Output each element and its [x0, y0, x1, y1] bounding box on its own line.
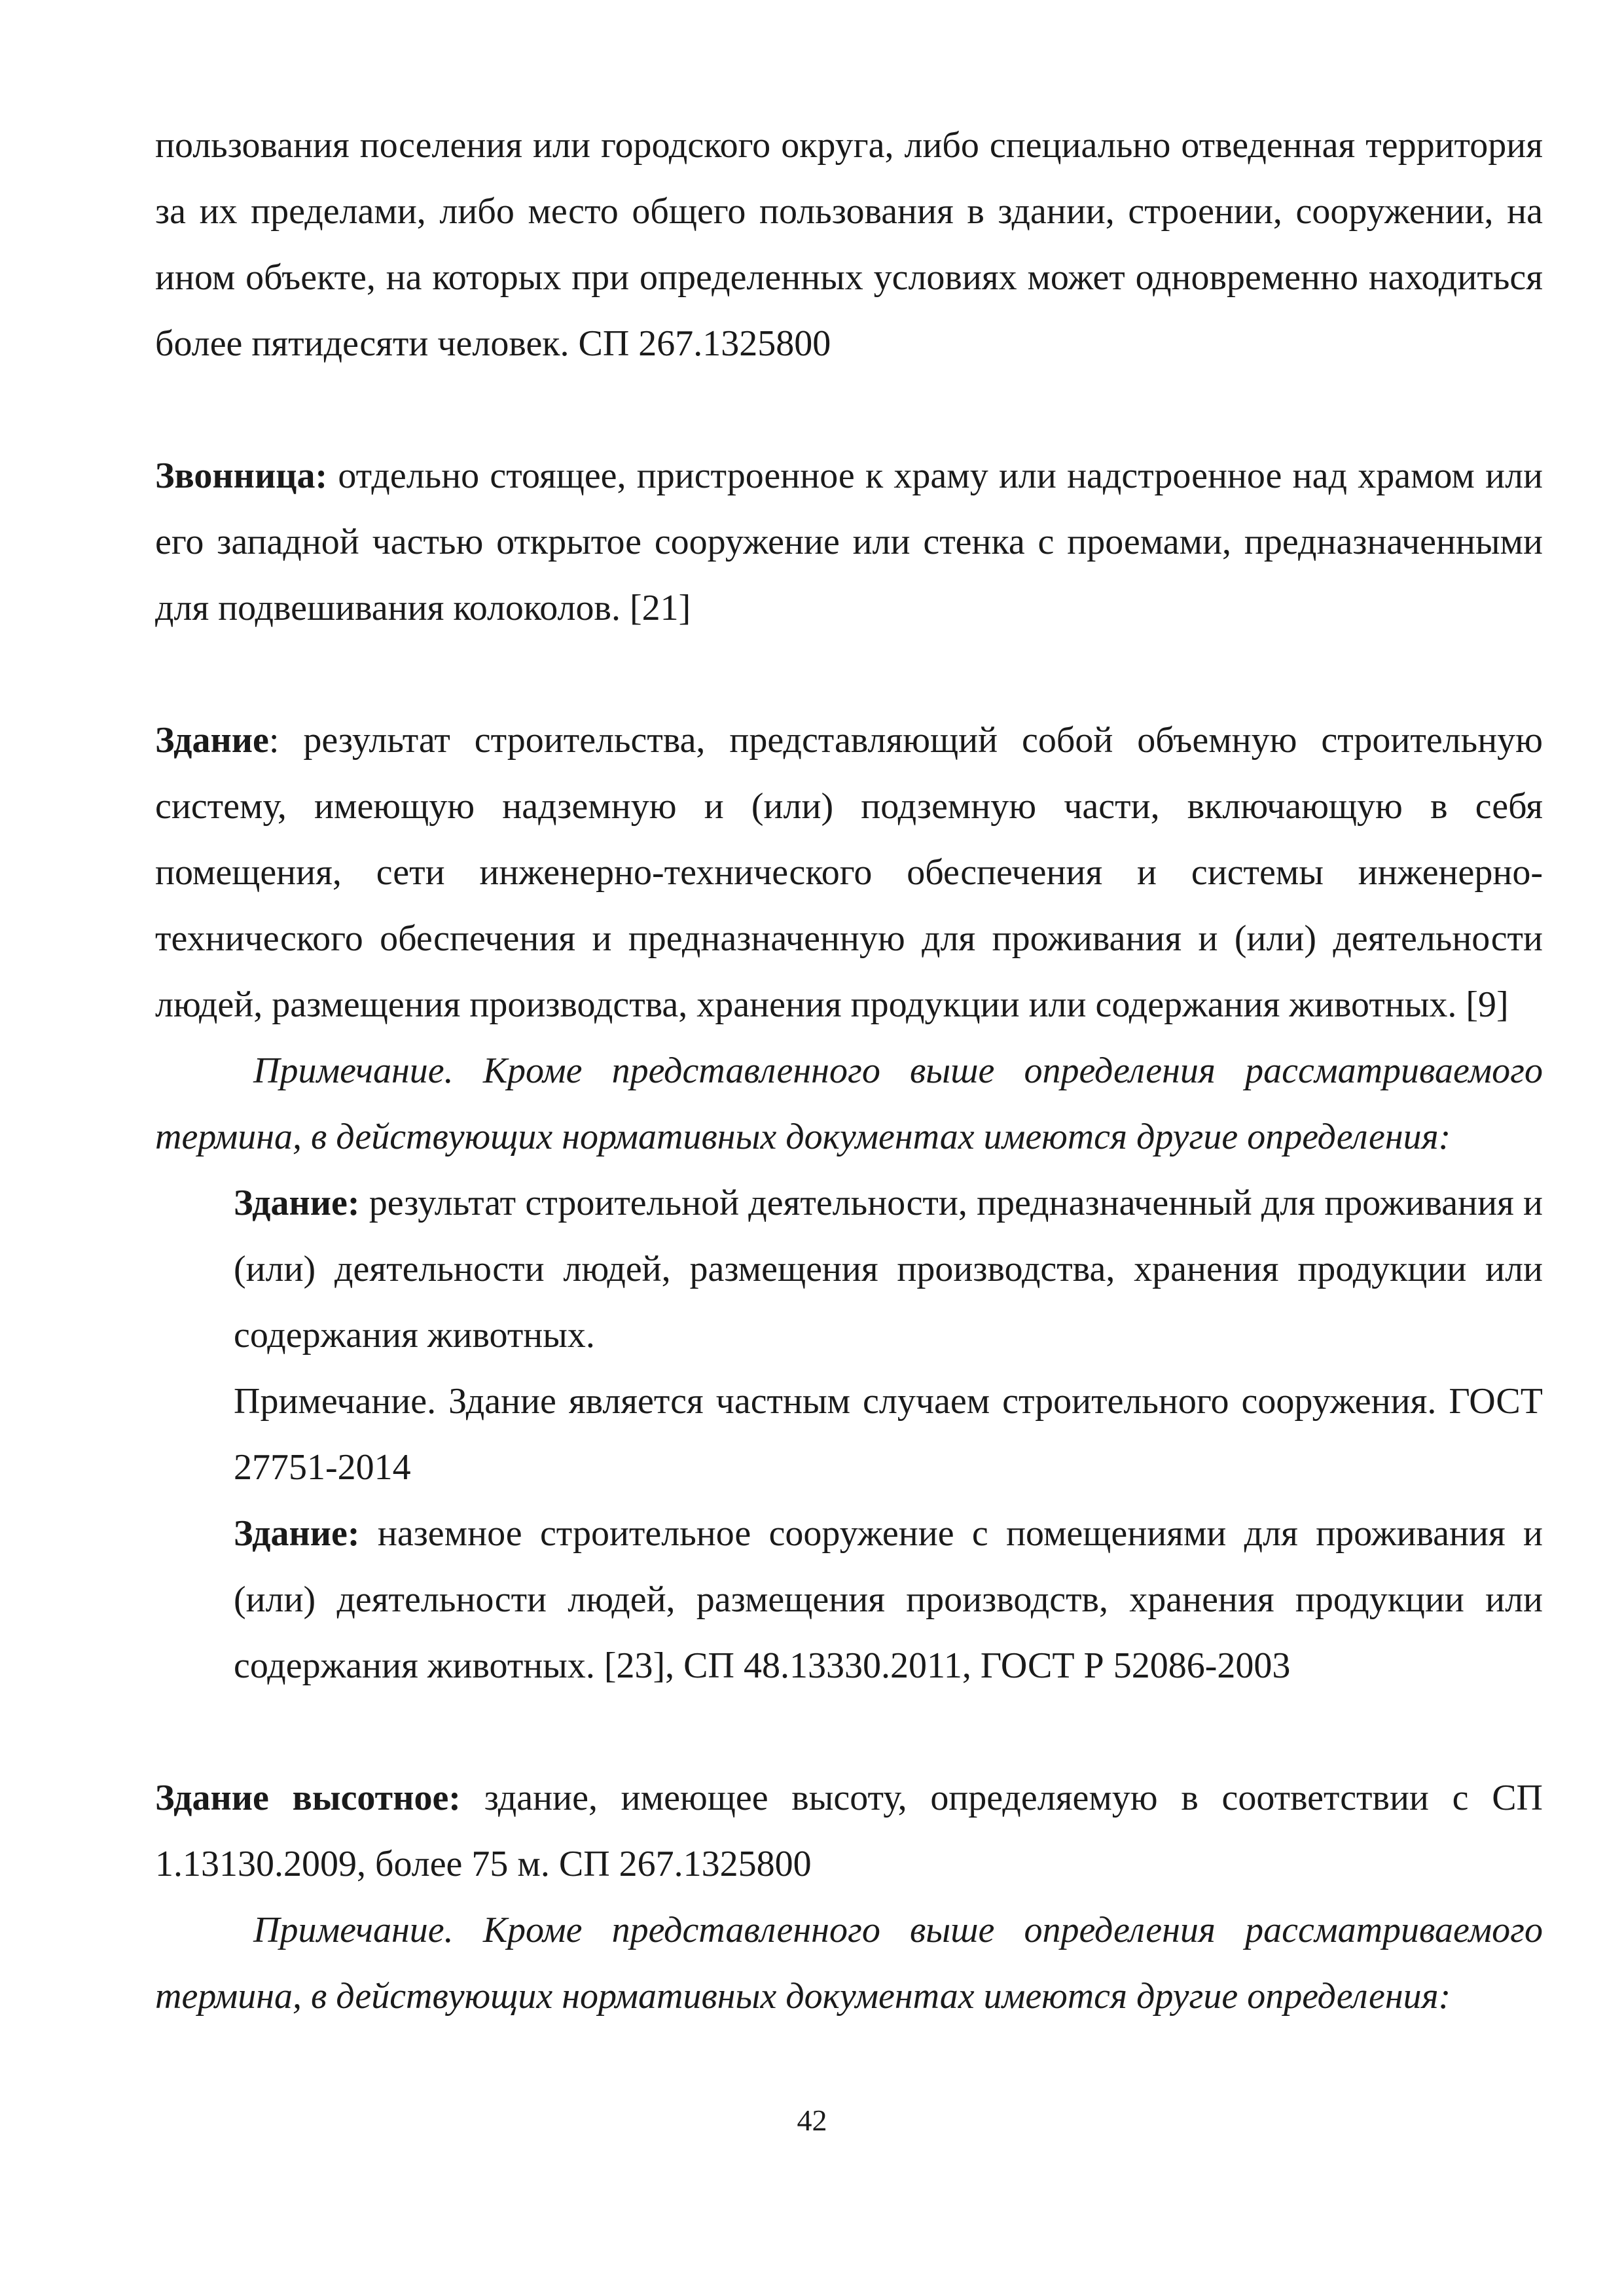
note-zdanie-vysotnoe: Примечание. Кроме представленного выше определения рассматриваемого термина, в действующих нормативных документах имеются другие определения: — [155, 1910, 1543, 2017]
note-zdanie: Примечание. Кроме представленного выше определения рассматриваемого термина, в действующих нормативных документах имеются другие определения: — [155, 1050, 1543, 1157]
paragraph-gap — [155, 377, 1543, 443]
paragraph-gap — [155, 641, 1543, 708]
alt-term-zdanie-1: Здание: — [234, 1183, 360, 1223]
definition-text-zvonnitsa: отдельно стоящее, пристроенное к храму или надстроенное над храмом или его западной частью открытое сооружение или стенка с проемами, предназначенными для подвешивания колоколов. [21] — [155, 456, 1543, 628]
alt-definition-zdanie-2 — [155, 1501, 1543, 1699]
alt-definition-zdanie-1 — [155, 1170, 1543, 1369]
definition-text-zdanie-vysotnoe: здание, имеющее высоту, определяемую в соответствии с СП 1.13130.2009, более 75 м. СП 267.1325800 — [155, 1778, 1543, 1884]
paragraph-gap — [155, 1699, 1543, 1765]
term-zdanie-vysotnoe: Здание высотное: — [155, 1778, 461, 1818]
continuation-paragraph — [155, 113, 1543, 377]
page-content — [155, 113, 1543, 2030]
definition-zdanie-vysotnoe — [155, 1765, 1543, 1897]
term-zvonnitsa: Звонница: — [155, 456, 328, 496]
alt-text-zdanie-1: результат строительной деятельности, предназначенный для проживания и (или) деятельности людей, размещения производства, хранения продукции или содержания животных. — [234, 1183, 1543, 1355]
continuation-text: пользования поселения или городского округа, либо специально отведенная территория за их пределами, либо место общего пользования в здании, строении, сооружении, на ином объекте, на которых при определенных условиях может одновременно находиться более пятидесяти человек. СП 267.1325800 — [155, 125, 1543, 364]
alt-text-zdanie-2: наземное строительное сооружение с помещениями для проживания и (или) деятельности людей, размещения производств, хранения продукции или содержания животных. [23], СП 48.13330.2011, ГОСТ Р 52086-2003 — [234, 1513, 1543, 1686]
alt-note-zdanie-1: Примечание. Здание является частным случаем строительного сооружения. ГОСТ 27751-2014 — [234, 1381, 1543, 1488]
definition-zvonnitsa — [155, 443, 1543, 641]
page-number: 42 — [797, 2104, 827, 2137]
definition-text-zdanie: : результат строительства, представляющий собой объемную строительную систему, имеющую надземную и (или) подземную части, включающую в себя помещения, сети инженерно-технического обеспечения и системы инженерно-технического обеспечения и предназначенную для проживания и (или) деятельности людей, размещения производства, хранения продукции или содержания животных. [9] — [155, 720, 1543, 1025]
definition-zdanie — [155, 708, 1543, 1038]
alt-term-zdanie-2: Здание: — [234, 1513, 360, 1554]
term-zdanie: Здание — [155, 720, 269, 761]
